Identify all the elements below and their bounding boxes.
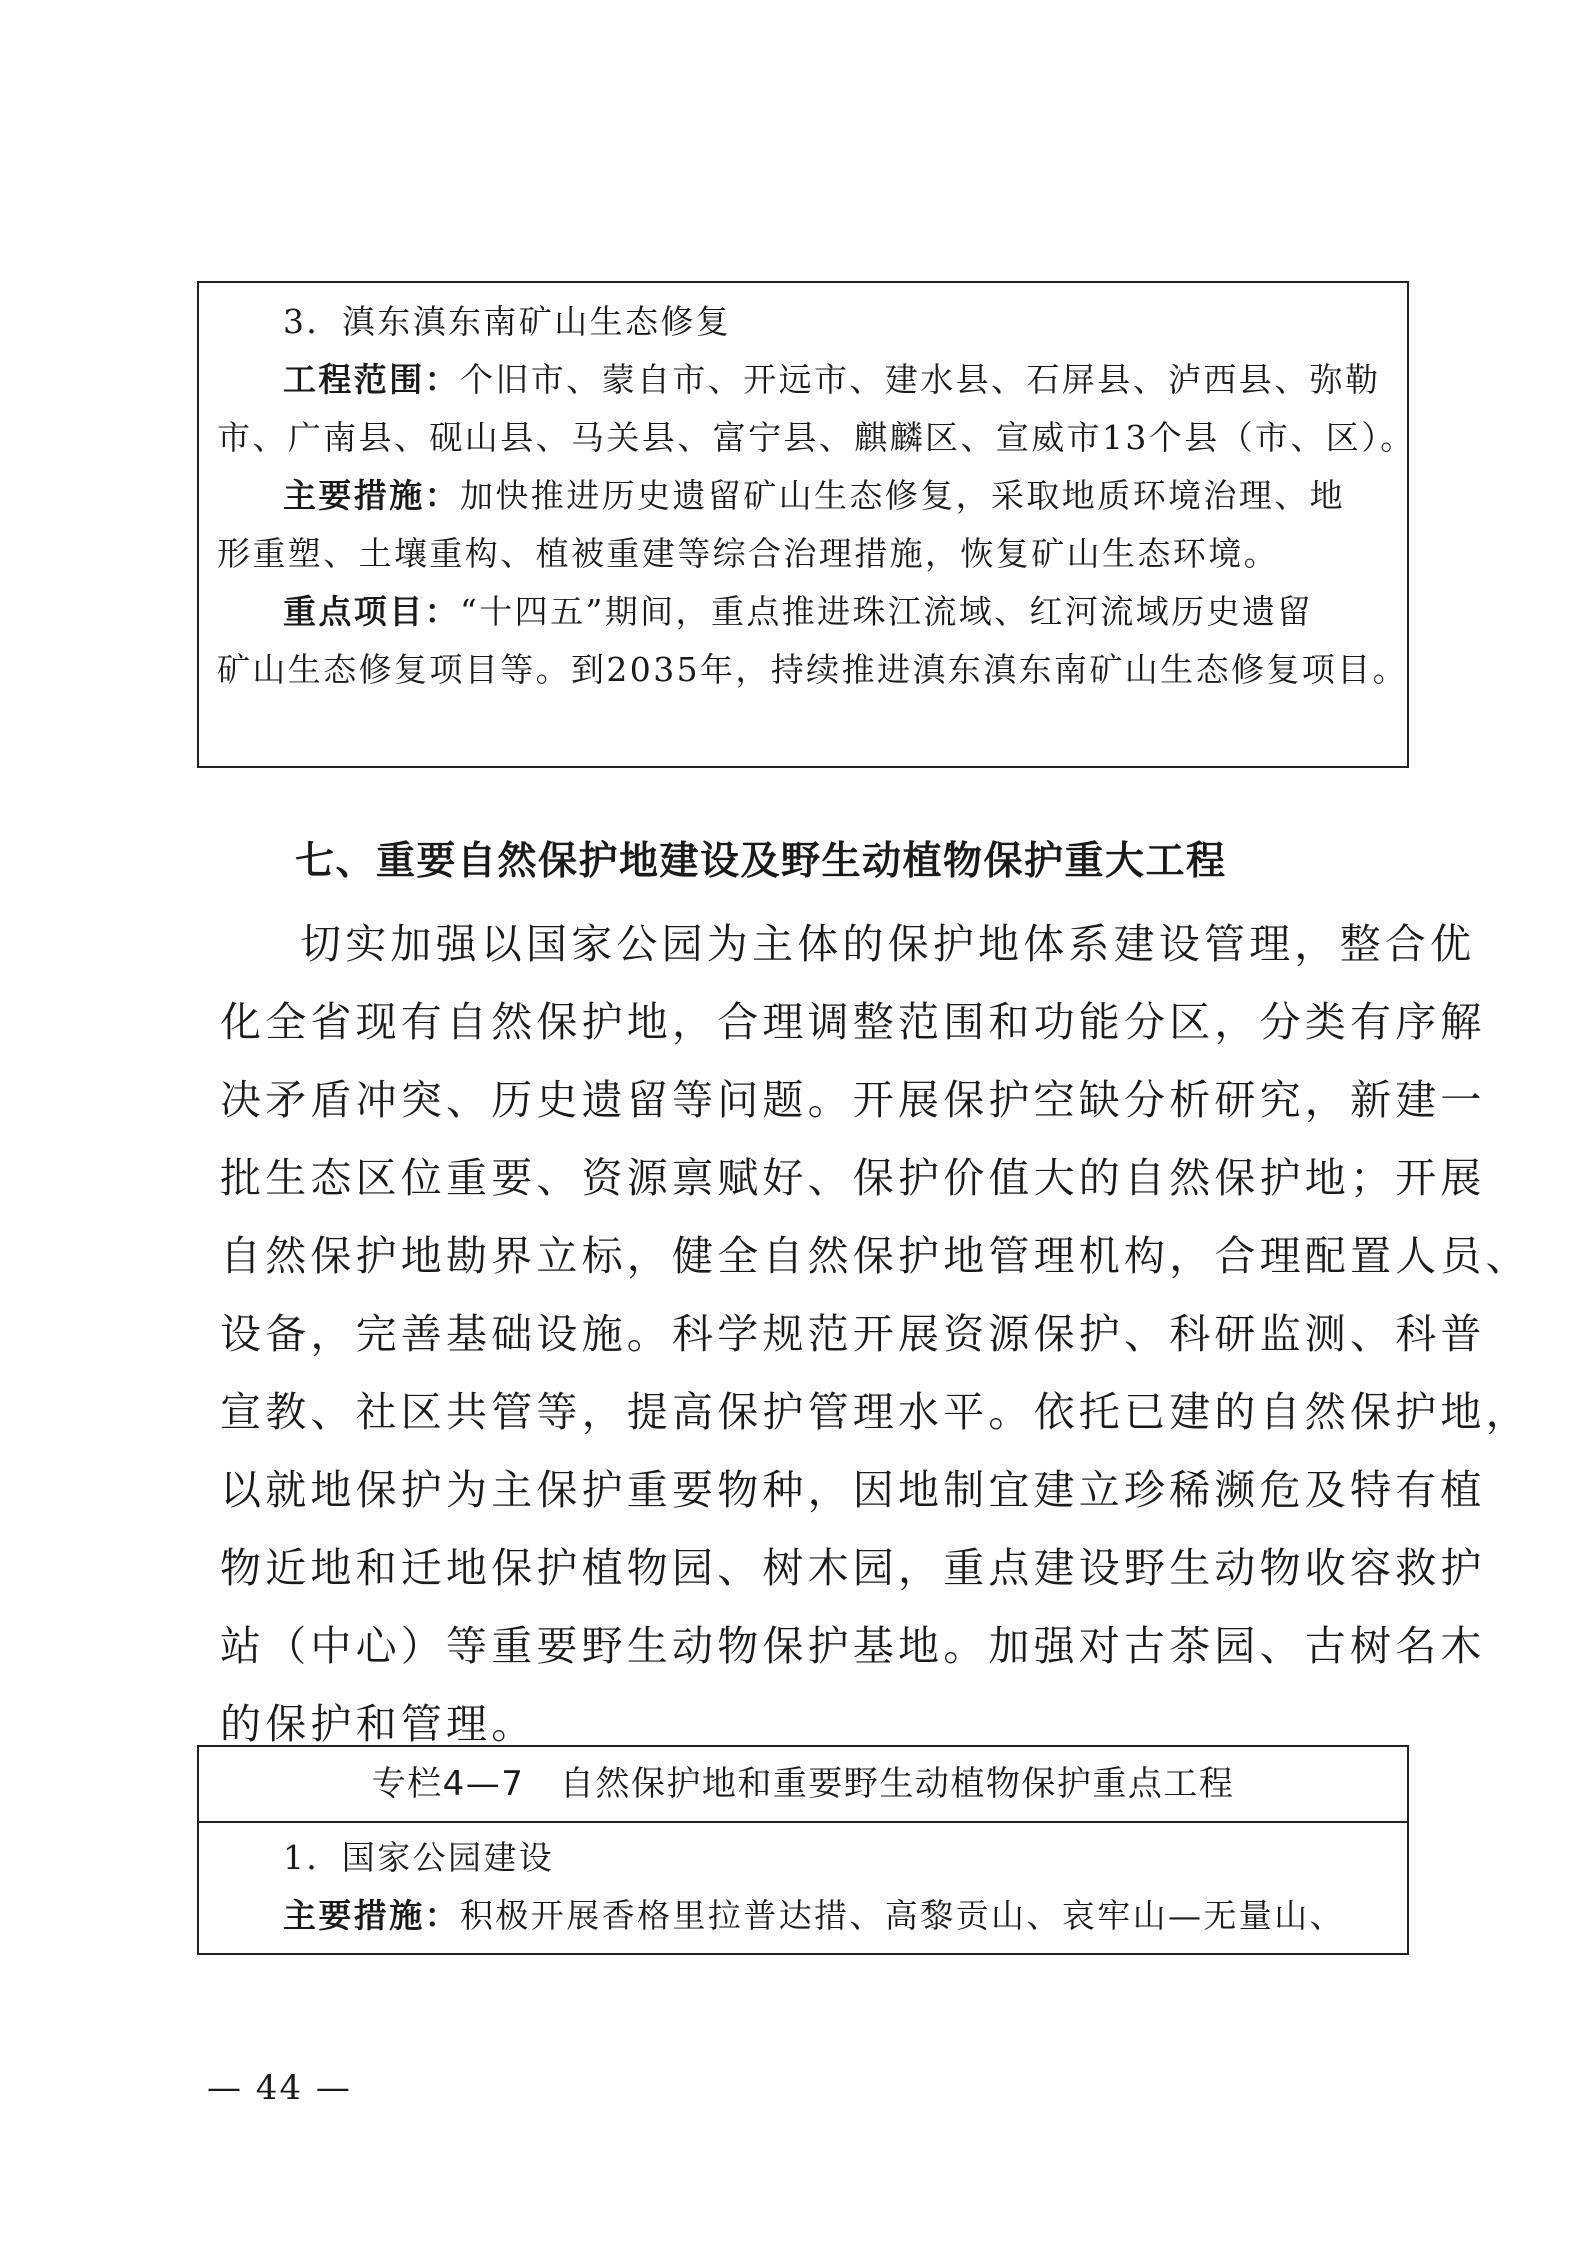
paragraph-line: 设备，完善基础设施。科学规范开展资源保护、科研监测、科普 xyxy=(220,1310,1486,1358)
column-measures-label: 主要措施： xyxy=(283,1896,460,1935)
column-measures-line-1 xyxy=(217,1887,1389,1945)
scope-line-1 xyxy=(217,351,1389,409)
column-body xyxy=(199,1823,1407,1945)
ecological-restoration-box xyxy=(197,281,1416,768)
scope-line-2: 市、广南县、砚山县、马关县、富宁县、麒麟区、宣威市13个县（市、区）。 xyxy=(217,418,1416,457)
protected-areas-column-box xyxy=(197,1745,1409,1955)
section-heading: 七、重要自然保护地建设及野生动植物保护重大工程 xyxy=(295,839,1227,884)
scope-label: 工程范围： xyxy=(283,360,460,399)
paragraph-line: 的保护和管理。 xyxy=(220,1700,537,1748)
paragraph-line: 化全省现有自然保护地，合理调整范围和功能分区，分类有序解 xyxy=(220,998,1486,1046)
paragraph-line: 自然保护地勘界立标，健全自然保护地管理机构，合理配置人员、 xyxy=(220,1232,1531,1280)
body-paragraph xyxy=(220,905,1531,1763)
column-measures-text-1: 积极开展香格里拉普达措、高黎贡山、哀牢山—无量山、 xyxy=(460,1896,1345,1935)
projects-line-2: 矿山生态修复项目等。到2035年，持续推进滇东滇东南矿山生态修复项目。 xyxy=(217,650,1408,689)
box1-heading: 3．滇东滇东南矿山生态修复 xyxy=(283,302,732,341)
measures-line-2: 形重塑、土壤重构、植被重建等综合治理措施，恢复矿山生态环境。 xyxy=(217,534,1279,573)
projects-label: 重点项目： xyxy=(283,592,460,631)
paragraph-line: 以就地保护为主保护重要物种，因地制宜建立珍稀濒危及特有植 xyxy=(220,1466,1486,1514)
paragraph-line: 决矛盾冲突、历史遗留等问题。开展保护空缺分析研究，新建一 xyxy=(220,1076,1486,1124)
measures-text-1: 加快推进历史遗留矿山生态修复，采取地质环境治理、地 xyxy=(460,476,1345,515)
measures-label: 主要措施： xyxy=(283,476,460,515)
page-number: — 44 — xyxy=(207,2068,352,2108)
measures-line-1 xyxy=(217,467,1389,525)
paragraph-line: 切实加强以国家公园为主体的保护地体系建设管理，整合优 xyxy=(300,920,1476,968)
scope-text-1: 个旧市、蒙自市、开远市、建水县、石屏县、泸西县、弥勒 xyxy=(460,360,1381,399)
paragraph-line: 宣教、社区共管等，提高保护管理水平。依托已建的自然保护地， xyxy=(220,1388,1531,1436)
projects-line-1 xyxy=(217,583,1389,641)
projects-text-1: “十四五”期间，重点推进珠江流域、红河流域历史遗留 xyxy=(460,592,1313,631)
column-title: 专栏4—7 自然保护地和重要野生动植物保护重点工程 xyxy=(199,1747,1407,1823)
paragraph-line: 站（中心）等重要野生动物保护基地。加强对古茶园、古树名木 xyxy=(220,1622,1486,1670)
paragraph-line: 物近地和迁地保护植物园、树木园，重点建设野生动物收容救护 xyxy=(220,1544,1486,1592)
column-heading: 1．国家公园建设 xyxy=(283,1838,555,1877)
paragraph-line: 批生态区位重要、资源禀赋好、保护价值大的自然保护地；开展 xyxy=(220,1154,1486,1202)
